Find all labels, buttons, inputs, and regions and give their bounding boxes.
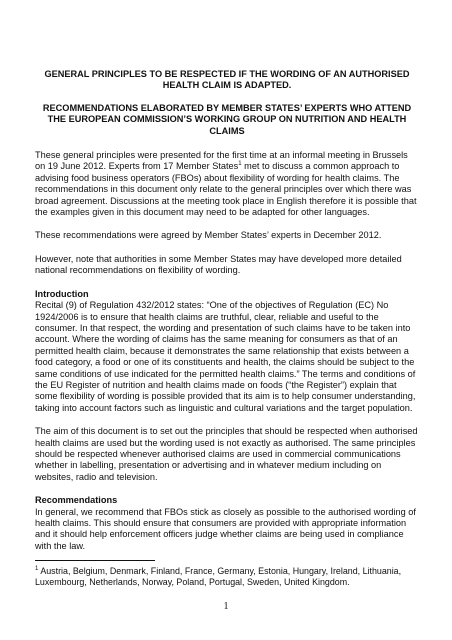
- recommendations-paragraph: In general, we recommend that FBOs stick as closely as possible to the authorised wording of health claims. This should ensure that consumers are provided with appropriate information and it should help enforcement officers judge whether claims are being used in compliance with the law.: [35, 506, 416, 551]
- aim-paragraph: The aim of this document is to set out the principles that should be respected when authorised health claims are used but the wording used is not exactly as authorised. The same principles should be respected whenever authorised claims are used in commercial communications whether in labelling, presentation or advertising and in whatever medium including on websites, radio and television.: [35, 426, 418, 482]
- footnote-marker: 1: [35, 566, 39, 573]
- page-number: 1: [223, 601, 229, 612]
- document-title: GENERAL PRINCIPLES TO BE RESPECTED IF THE WORDING OF AN AUTHORISED HEALTH CLAIM IS ADAPTED.: [44, 69, 410, 91]
- introduction-heading: Introduction: [35, 288, 89, 299]
- footnote: [35, 566, 423, 589]
- document-subtitle: RECOMMENDATIONS ELABORATED BY MEMBER STATES’ EXPERTS WHO ATTEND THE EUROPEAN COMMISSION’S WORKING GROUP ON NUTRITION AND HEALTH CLAIMS: [42, 102, 412, 136]
- recommendations-heading: Recommendations: [35, 495, 118, 506]
- intro-text-part2: met to discuss a common approach to advising food business operators (FBOs) about flexibility of wording for health claims. The recommendations in this document only relate to the general principles over which there was broad agreement. Discussions at the meeting took place in English therefore it is possible that the examples given in this document may need to be adapted for other languages.: [35, 161, 417, 218]
- note-paragraph: However, note that authorities in some Member States may have developed more detailed national recommendations on flexibility of wording.: [35, 253, 402, 276]
- agreement-paragraph: These recommendations were agreed by Member States’ experts in December 2012.: [35, 230, 382, 241]
- intro-text-part1: These general principles were presented for the first time at an informal meeting in Brussels on 19 June 2012. Experts from 17 Member States: [35, 150, 408, 172]
- intro-paragraph: [35, 150, 419, 218]
- introduction-paragraph: Recital (9) of Regulation 432/2012 states: “One of the objectives of Regulation (EC) No 1924/2006 is to ensure that health claims are truthful, clear, reliable and useful to the consumer. In that respect, the wording and presentation of such claims have to be taken into account. Where the wording of claims has the same meaning for consumers as that of an permitted health claim, because it demonstrates the same relationship that exists between a food category, a food or one of its constituents and health, the claims should be subject to the same conditions of use indicated for the permitted health claims.” The terms and conditions of the EU Register of nutrition and health claims made on foods (“the Register”) explain that some flexibility of wording is possible provided that its aim is to help consumer understanding, taking into account factors such as linguistic and cultural variations and the target population.: [35, 300, 416, 413]
- footnote-divider: [35, 560, 155, 561]
- document-body: [35, 69, 419, 552]
- footnote-text: Austria, Belgium, Denmark, Finland, France, Germany, Estonia, Hungary, Ireland, Lithuania, Luxembourg, Netherlands, Norway, Poland, Portugal, Sweden, United Kingdom.: [35, 566, 402, 588]
- footnote-reference[interactable]: 1: [238, 161, 242, 168]
